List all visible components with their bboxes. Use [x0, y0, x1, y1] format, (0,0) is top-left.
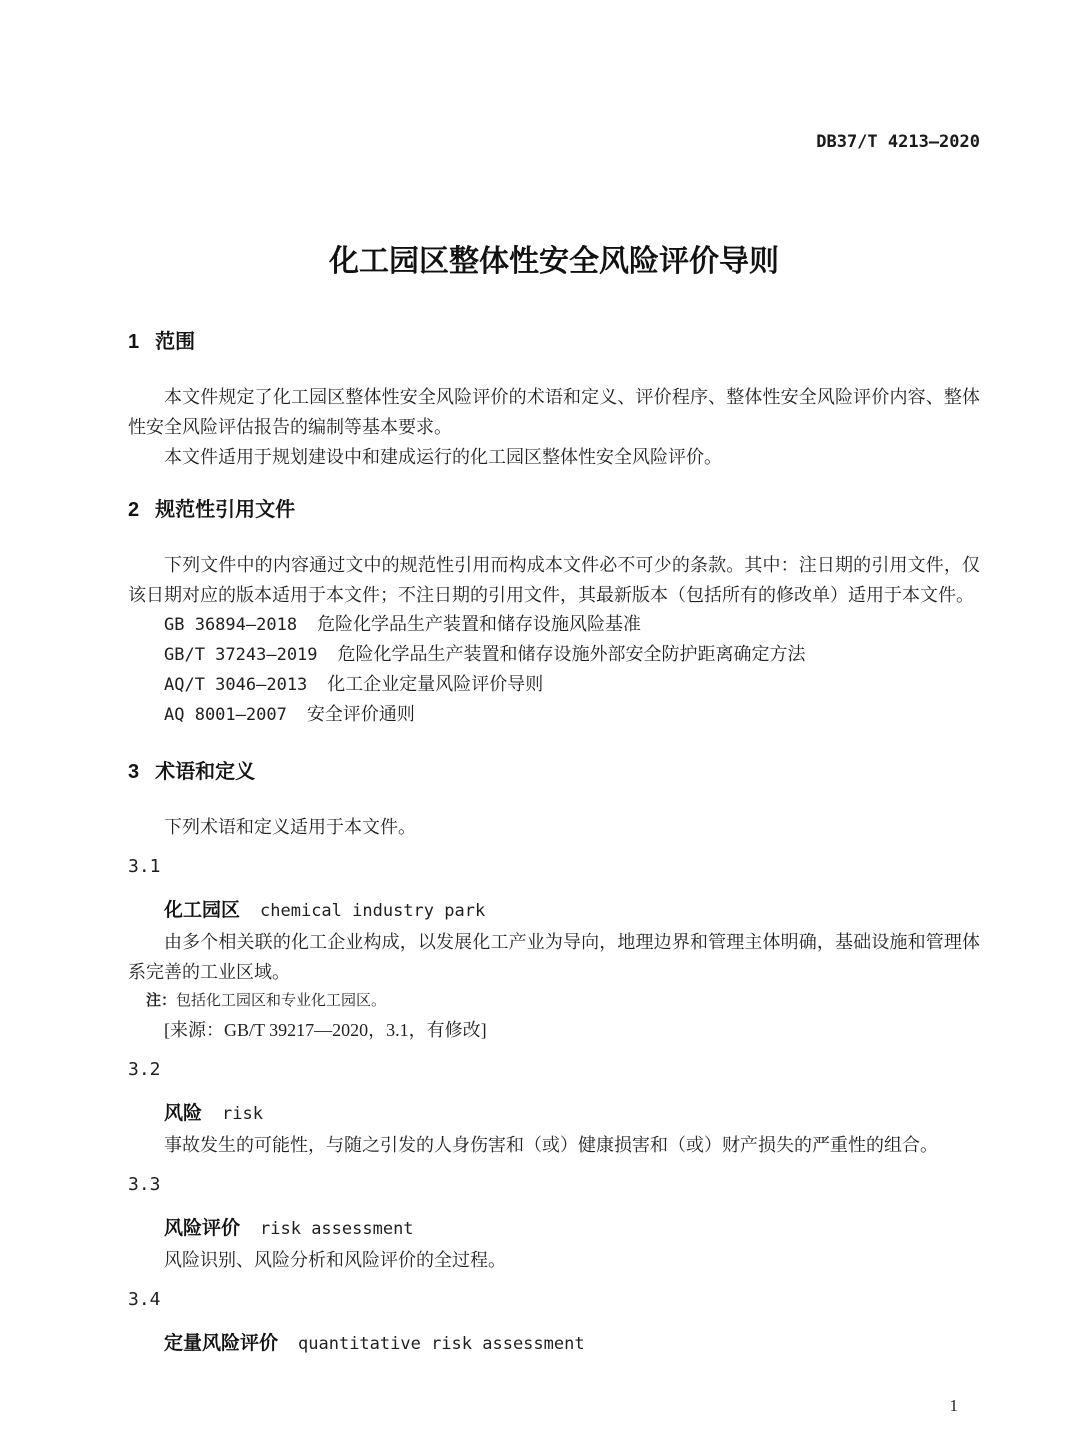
section-1-paragraph-1: 本文件规定了化工园区整体性安全风险评价的术语和定义、评价程序、整体性安全风险评价内容、整体性安全风险评估报告的编制等基本要求。 — [128, 387, 980, 437]
term-3-4-id: 3.4 — [128, 1289, 161, 1310]
term-zh: 定量风险评价 — [164, 1333, 279, 1354]
reference-code: AQ 8001—2007 — [164, 705, 287, 725]
section-2-paragraph-1: 下列文件中的内容通过文中的规范性引用而构成本文件必不可少的条款。其中：注日期的引用文件，仅该日期对应的版本适用于本文件；不注日期的引用文件，其最新版本（包括所有的修改单）适用于本文件。 — [128, 555, 980, 605]
section-2-heading — [128, 498, 980, 522]
section-2-name: 规范性引用文件 — [155, 499, 296, 521]
term-en: quantitative risk assessment — [298, 1334, 585, 1354]
section-1-number: 1 — [128, 331, 140, 353]
term-3-3-definition: 风险识别、风险分析和风险评价的全过程。 — [164, 1250, 506, 1270]
term-3-4-name-line — [128, 1329, 980, 1360]
section-3-number: 3 — [128, 761, 140, 783]
term-zh: 化工园区 — [164, 900, 241, 921]
term-3-1-definition: 由多个相关联的化工企业构成，以发展化工产业为导向，地理边界和管理主体明确，基础设施和管理体系完善的工业区域。 — [128, 932, 980, 982]
term-3-2-definition: 事故发生的可能性，与随之引发的人身伤害和（或）健康损害和（或）财产损失的严重性的组合。 — [164, 1135, 938, 1155]
section-3-name: 术语和定义 — [155, 761, 256, 783]
section-1-heading — [128, 330, 980, 354]
term-3-1-source: [来源：GB/T 39217—2020，3.1，有修改] — [164, 1020, 487, 1040]
normative-references-list — [128, 610, 980, 730]
page-title: 化工园区整体性安全风险评价导则 — [329, 245, 779, 278]
reference-title: 危险化学品生产装置和储存设施外部安全防护距离确定方法 — [337, 644, 806, 664]
term-zh: 风险评价 — [164, 1218, 241, 1239]
term-en: chemical industry park — [260, 901, 486, 921]
term-en: risk — [222, 1104, 263, 1124]
page-number: 1 — [949, 1396, 958, 1415]
term-3-1-name-line — [128, 896, 980, 927]
reference-item — [128, 640, 980, 670]
reference-item — [128, 700, 980, 730]
section-3-heading — [128, 760, 980, 784]
section-1-name: 范围 — [155, 331, 196, 353]
section-1-paragraph-2: 本文件适用于规划建设中和建成运行的化工园区整体性安全风险评价。 — [164, 447, 722, 467]
doc-number: DB37/T 4213—2020 — [816, 132, 980, 152]
note-text: 包括化工园区和专业化工园区。 — [176, 993, 387, 1009]
reference-code: GB/T 37243—2019 — [164, 645, 318, 665]
term-3-2-name-line — [128, 1099, 980, 1130]
term-zh: 风险 — [164, 1103, 203, 1124]
section-3-intro: 下列术语和定义适用于本文件。 — [164, 817, 416, 837]
reference-title: 安全评价通则 — [306, 704, 415, 724]
term-3-1-id: 3.1 — [128, 856, 161, 877]
reference-code: AQ/T 3046—2013 — [164, 675, 308, 695]
term-en: risk assessment — [260, 1219, 414, 1239]
term-3-3-id: 3.3 — [128, 1174, 161, 1195]
note-label: 注： — [146, 992, 177, 1009]
reference-item — [128, 610, 980, 640]
reference-code: GB 36894—2018 — [164, 615, 298, 635]
reference-title: 危险化学品生产装置和储存设施风险基准 — [317, 614, 642, 634]
term-3-3-name-line — [128, 1214, 980, 1245]
reference-item — [128, 670, 980, 700]
term-3-1-note — [128, 987, 980, 1015]
term-3-2-id: 3.2 — [128, 1059, 161, 1080]
reference-title: 化工企业定量风险评价导则 — [327, 674, 544, 694]
section-2-number: 2 — [128, 499, 140, 521]
